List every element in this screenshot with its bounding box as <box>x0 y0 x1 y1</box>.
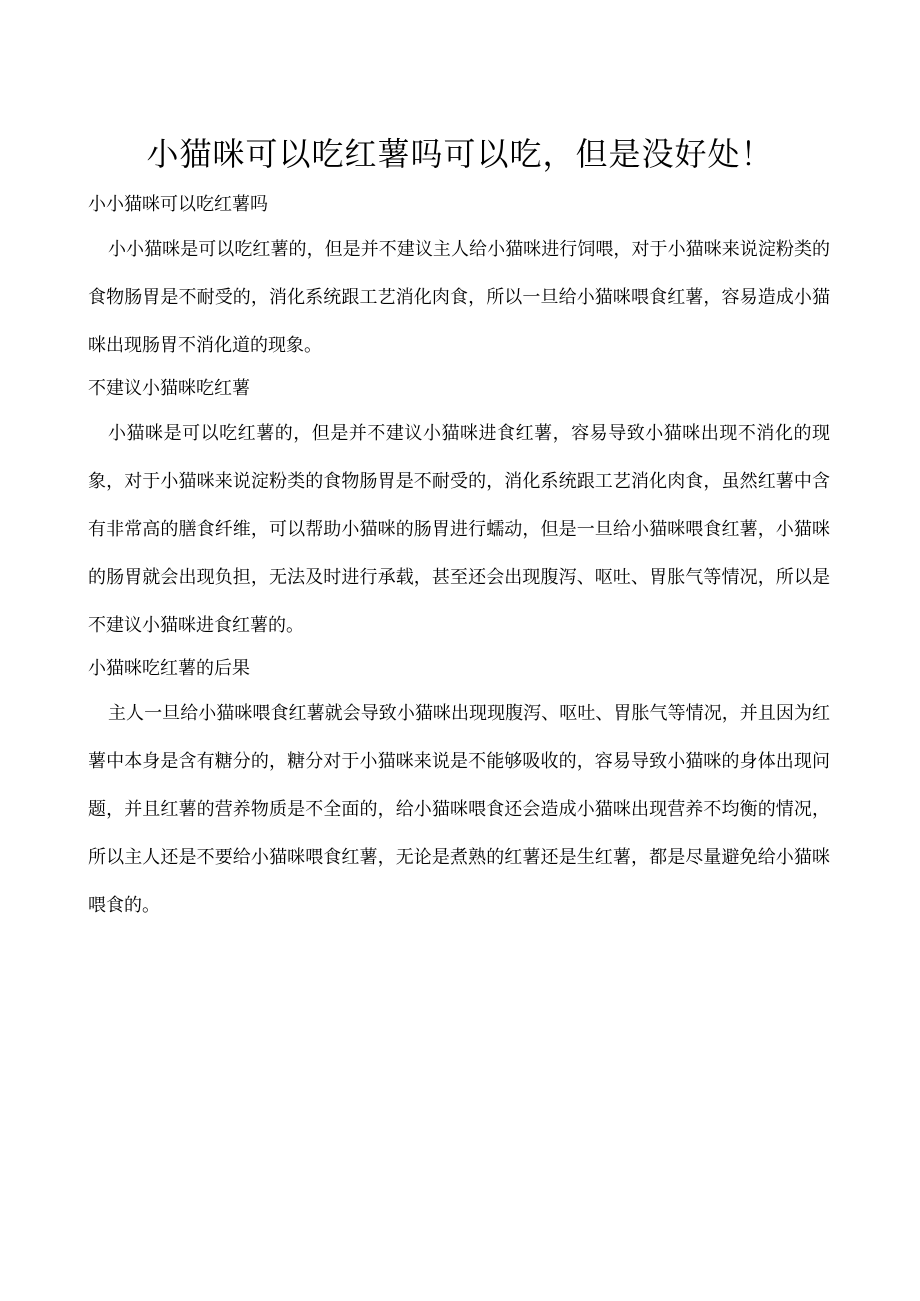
section-paragraph-can-eat: 小小猫咪是可以吃红薯的，但是并不建议主人给小猫咪进行饲喂，对于小猫咪来说淀粉类的食物肠胃是不耐受的，消化系统跟工艺消化肉食，所以一旦给小猫咪喂食红薯，容易造成小猫咪出现肠胃不消化道的现象。 <box>88 239 830 356</box>
section-paragraph-consequences: 主人一旦给小猫咪喂食红薯就会导致小猫咪出现现腹泻、呕吐、胃胀气等情况，并且因为红薯中本身是含有糖分的，糖分对于小猫咪来说是不能够吸收的，容易导致小猫咪的身体出现问题，并且红薯的营养物质是不全面的，给小猫咪喂食还会造成小猫咪出现营养不均衡的情况，所以主人还是不要给小猫咪喂食红薯，无论是煮熟的红薯还是生红薯，都是尽量避免给小猫咪喂食的。 <box>88 703 830 916</box>
section-heading-consequences: 小猫咪吃红薯的后果 <box>88 658 250 679</box>
section-paragraph-not-recommended: 小猫咪是可以吃红薯的，但是并不建议小猫咪进食红薯，容易导致小猫咪出现不消化的现象，对于小猫咪来说淀粉类的食物肠胃是不耐受的，消化系统跟工艺消化肉食，虽然红薯中含有非常高的膳食纤维，可以帮助小猫咪的肠胃进行蠕动，但是一旦给小猫咪喂食红薯，小猫咪的肠胃就会出现负担，无法及时进行承载，甚至还会出现腹泻、呕吐、胃胀气等情况，所以是不建议小猫咪进食红薯的。 <box>88 423 830 636</box>
page-title: 小猫咪可以吃红薯吗可以吃，但是没好处！ <box>146 135 774 173</box>
article-body <box>88 188 830 932</box>
section-heading-can-eat: 小小猫咪可以吃红薯吗 <box>88 194 268 215</box>
section-heading-not-recommended: 不建议小猫咪吃红薯 <box>88 378 250 399</box>
